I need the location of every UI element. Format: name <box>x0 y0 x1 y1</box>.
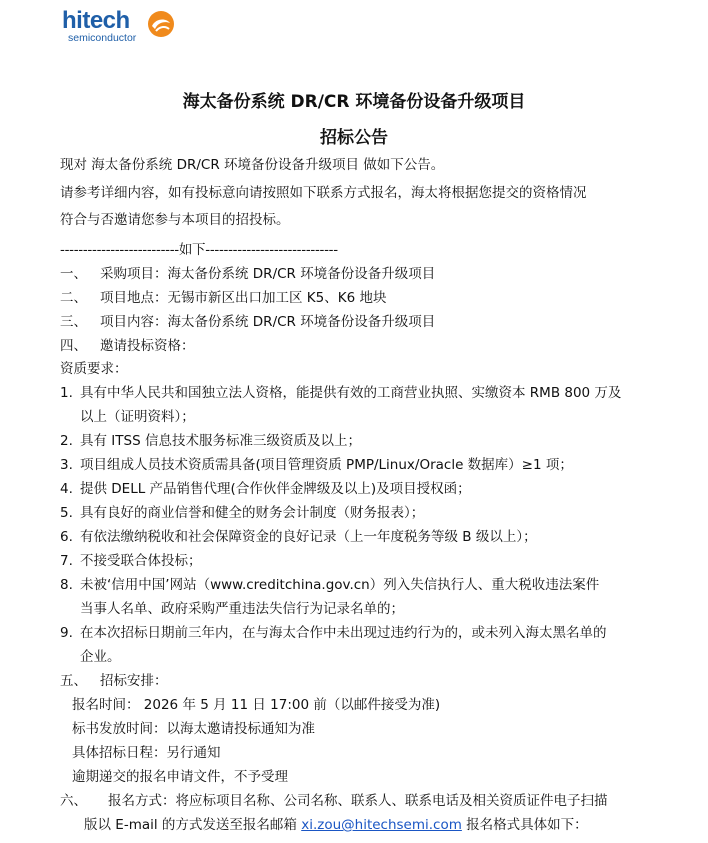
requirement-number: 7. <box>60 553 73 569</box>
requirement-text: 具有 ITSS 信息技术服务标准三级资质及以上； <box>80 433 361 449</box>
requirement-number: 3. <box>60 457 73 473</box>
requirement-number: 2. <box>60 433 73 449</box>
intro-line-3: 符合与否邀请您参与本项目的招投标。 <box>60 212 290 228</box>
section-text: 采购项目：海太备份系统 DR/CR 环境备份设备升级项目 <box>100 266 436 282</box>
separator-line: --------------------------如下----------------------------- <box>60 242 338 258</box>
section-text: 报名方式：将应标项目名称、公司名称、联系人、联系电话及相关资质证件电子扫描 <box>108 793 608 809</box>
logo-wordmark: hitech <box>62 7 130 34</box>
requirement-text: 项目组成人员技术资质需具备(项目管理资质 PMP/Linux/Oracle 数据库）≥1 项； <box>80 457 573 473</box>
section-number: 二、 <box>60 290 87 306</box>
requirement-text: 具有良好的商业信誉和健全的财务会计制度（财务报表）； <box>80 505 425 521</box>
section-number: 六、 <box>60 793 87 809</box>
schedule-registration-time: 报名时间： 2026 年 5 月 11 日 17:00 前（以邮件接受为准) <box>72 697 441 713</box>
section-text: 项目内容：海太备份系统 DR/CR 环境备份设备升级项目 <box>100 314 436 330</box>
registration-text-end: 报名格式具体如下： <box>461 817 588 833</box>
document-title: 海太备份系统 DR/CR 环境备份设备升级项目 <box>182 92 526 112</box>
registration-email-link[interactable]: xi.zou@hitechsemi.com <box>301 817 462 833</box>
section-number: 四、 <box>60 338 87 354</box>
section-number: 五、 <box>60 673 87 689</box>
requirement-text: 提供 DELL 产品销售代理(合作伙伴金牌级及以上)及项目授权函； <box>80 481 471 497</box>
intro-line-2: 请参考详细内容，如有投标意向请按照如下联系方式报名，海太将根据您提交的资格情况 <box>60 185 587 201</box>
requirement-continuation: 企业。 <box>80 649 121 665</box>
logo-subtitle: semiconductor <box>68 32 137 44</box>
section-number: 三、 <box>60 314 87 330</box>
logo-swirl-icon <box>146 9 176 39</box>
requirement-text: 在本次招标日期前三年内，在与海太合作中未出现过违约行为的，或未列入海太黑名单的 <box>80 625 607 641</box>
schedule-late-notice: 逾期递交的报名申请文件，不予受理 <box>72 769 288 785</box>
requirement-number: 1. <box>60 385 73 401</box>
requirement-text: 不接受联合体投标； <box>80 553 202 569</box>
requirement-number: 4. <box>60 481 73 497</box>
section-text: 邀请投标资格： <box>100 338 195 354</box>
requirement-text: 具有中华人民共和国独立法人资格，能提供有效的工商营业执照、实缴资本 RMB 800 万及 <box>80 385 622 401</box>
requirement-number: 9. <box>60 625 73 641</box>
requirement-text: 未被‘信用中国’网站（www.creditchina.gov.cn）列入失信执行人、重大税收违法案件 <box>80 577 600 593</box>
hitech-logo <box>62 8 174 44</box>
registration-method-continuation <box>84 816 588 834</box>
intro-line-1: 现对 海太备份系统 DR/CR 环境备份设备升级项目 做如下公告。 <box>60 157 445 173</box>
qualification-heading: 资质要求： <box>60 361 128 377</box>
section-text: 招标安排： <box>100 673 168 689</box>
requirement-number: 5. <box>60 505 73 521</box>
schedule-bid-date: 具体招标日程：另行通知 <box>72 745 221 761</box>
requirement-number: 6. <box>60 529 73 545</box>
registration-text: 版以 E-mail 的方式发送至报名邮箱 <box>84 817 302 833</box>
document-subtitle: 招标公告 <box>320 128 388 148</box>
requirement-continuation: 以上（证明资料）； <box>80 409 195 425</box>
requirement-text: 有依法缴纳税收和社会保障资金的良好记录（上一年度税务等级 B 级以上）； <box>80 529 537 545</box>
section-text: 项目地点：无锡市新区出口加工区 K5、K6 地块 <box>100 290 387 306</box>
section-number: 一、 <box>60 266 87 282</box>
requirement-number: 8. <box>60 577 73 593</box>
schedule-document-release: 标书发放时间：以海太邀请投标通知为准 <box>72 721 315 737</box>
requirement-continuation: 当事人名单、政府采购严重违法失信行为记录名单的； <box>80 601 404 617</box>
